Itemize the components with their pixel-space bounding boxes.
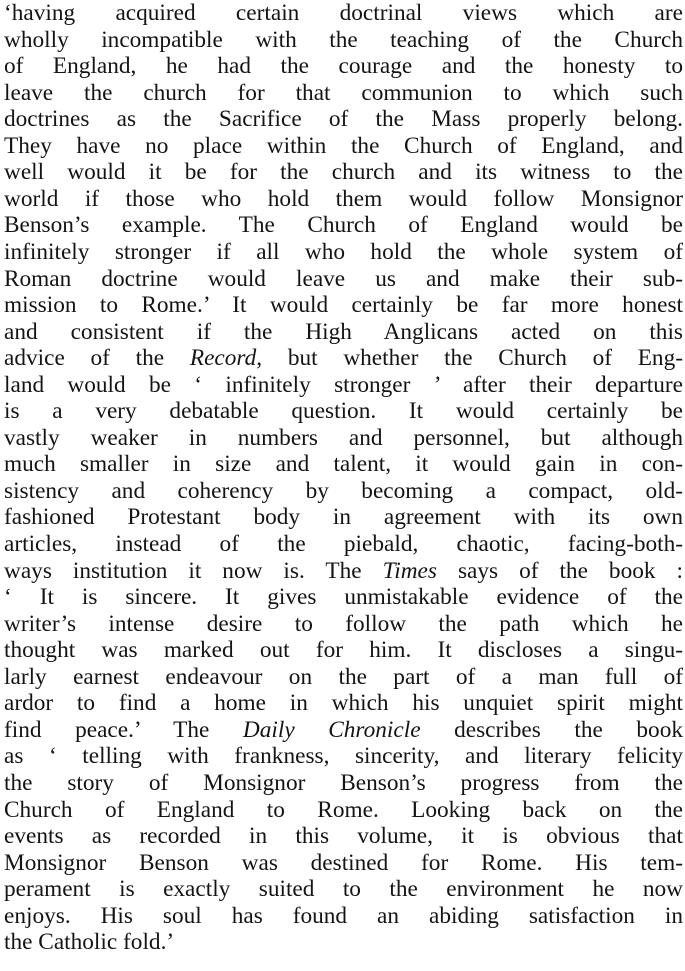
text-line — [4, 106, 683, 133]
text-run: They have no place within the Church of England, and — [4, 132, 683, 159]
text-run: ‘having acquired certain doctrinal views which are — [4, 0, 683, 26]
text-line — [4, 292, 683, 319]
text-run: mission to Rome.’ It would certainly be far more honest — [4, 292, 683, 319]
text-run: wholly incompatible with the teaching of the Church — [4, 26, 683, 53]
text-run: events as recorded in this volume, it is obvious that — [4, 823, 683, 850]
text-run: , but whether the Church of Eng- — [256, 345, 683, 372]
text-run: of England, he had the courage and the honesty to — [4, 53, 683, 80]
text-line — [4, 319, 683, 346]
text-line — [4, 637, 683, 664]
text-line — [4, 690, 683, 717]
text-line — [4, 239, 683, 266]
text-run: as ‘ telling with frankness, sincerity, and literary felicity — [4, 743, 683, 770]
text-run: leave the church for that communion to which such — [4, 79, 683, 106]
text-run: says of the book : — [436, 557, 683, 584]
text-line — [4, 876, 683, 903]
text-line — [4, 504, 683, 531]
text-run: advice of the — [4, 345, 190, 372]
text-line — [4, 186, 683, 213]
text-run: Church of England to Rome. Looking back on the — [4, 796, 683, 823]
text-line — [4, 717, 683, 744]
text-line — [4, 53, 683, 80]
text-line — [4, 584, 683, 611]
text-line — [4, 80, 683, 107]
italic-title: Times — [382, 557, 437, 584]
text-run: Monsignor Benson was destined for Rome. His tem- — [4, 849, 683, 876]
document-page — [4, 0, 683, 971]
text-line — [4, 558, 683, 585]
text-run: larly earnest endeavour on the part of a man full of — [4, 663, 683, 690]
text-line — [4, 133, 683, 160]
text-line — [4, 770, 683, 797]
text-run: infinitely stronger if all who hold the whole system of — [4, 239, 683, 265]
text-run: enjoys. His soul has found an abiding satisfaction in — [4, 902, 683, 929]
text-run: describes the book — [420, 716, 683, 743]
text-line — [4, 850, 683, 877]
text-line — [4, 159, 683, 186]
text-run: is a very debatable question. It would certainly be — [4, 398, 683, 425]
text-run: vastly weaker in numbers and personnel, but although — [4, 424, 683, 451]
text-line — [4, 929, 683, 956]
text-line — [4, 398, 683, 425]
text-run: ‘ It is sincere. It gives unmistakable evidence of the — [4, 584, 683, 611]
text-run: well would it be for the church and its witness to the — [4, 159, 683, 186]
text-run: sistency and coherency by becoming a compact, old- — [4, 477, 683, 504]
text-line — [4, 664, 683, 691]
text-line — [4, 531, 683, 558]
text-line — [4, 478, 683, 505]
text-line — [4, 266, 683, 293]
text-line — [4, 451, 683, 478]
text-run: and consistent if the High Anglicans acted on this — [4, 318, 683, 345]
italic-title: Record — [189, 345, 257, 372]
text-line — [4, 823, 683, 850]
italic-title: Daily Chronicle — [242, 716, 421, 743]
text-line — [4, 212, 683, 239]
text-run: thought was marked out for him. It discloses a singu- — [4, 637, 683, 664]
text-run: ardor to find a home in which his unquiet spirit might — [4, 690, 683, 717]
text-run: ways institution it now is. The — [4, 557, 383, 584]
text-line — [4, 797, 683, 824]
text-run: the Catholic fold.’ — [4, 929, 175, 956]
text-run: articles, instead of the piebald, chaotic, facing-both- — [4, 531, 683, 557]
text-run: writer’s intense desire to follow the path which he — [4, 610, 683, 637]
text-line — [4, 372, 683, 399]
text-line — [4, 345, 683, 372]
text-line — [4, 743, 683, 770]
text-line — [4, 903, 683, 930]
text-run: fashioned Protestant body in agreement with its own — [4, 504, 683, 531]
text-line — [4, 425, 683, 452]
text-run: perament is exactly suited to the environment he now — [4, 876, 683, 903]
text-run: Roman doctrine would leave us and make their sub- — [4, 265, 683, 292]
text-run: the story of Monsignor Benson’s progress from the — [4, 770, 683, 796]
text-run: world if those who hold them would follow Monsignor — [4, 185, 683, 212]
text-line — [4, 27, 683, 54]
text-line — [4, 611, 683, 638]
text-run: land would be ‘ infinitely stronger ’ after their departure — [4, 371, 683, 398]
text-line — [4, 0, 683, 27]
text-run: much smaller in size and talent, it would gain in con- — [4, 451, 683, 478]
text-run: doctrines as the Sacrifice of the Mass properly belong. — [4, 106, 683, 133]
text-run: find peace.’ The — [4, 716, 243, 743]
text-run: Benson’s example. The Church of England would be — [4, 212, 683, 239]
